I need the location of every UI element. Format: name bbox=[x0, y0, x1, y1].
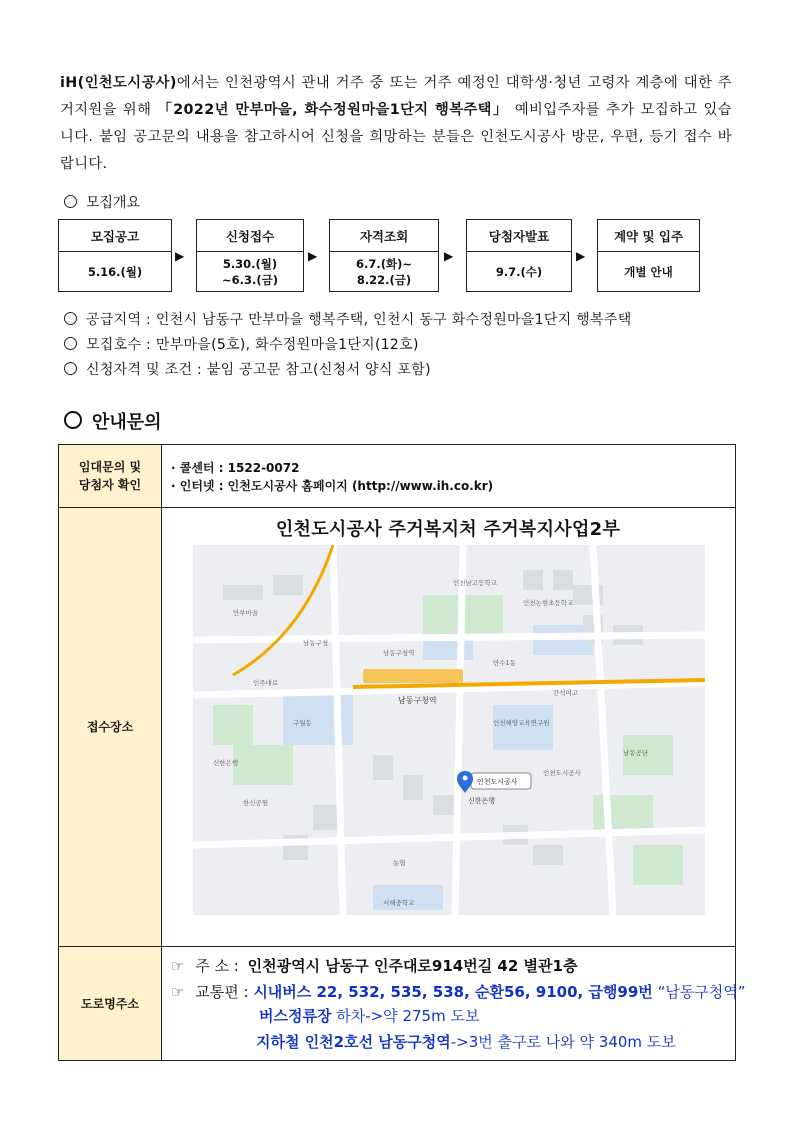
map-place-label: 남동공단 bbox=[623, 749, 649, 757]
bus-stop-name: “남동구청역” bbox=[657, 983, 746, 1001]
bullet-item bbox=[64, 333, 632, 358]
bus-stop-bold: 버스정류장 bbox=[259, 1007, 332, 1025]
inquiry-table bbox=[58, 444, 746, 1061]
process-step-body: 개별 안내 bbox=[624, 264, 673, 279]
inquiry-heading-text: 안내문의 bbox=[92, 412, 162, 433]
transit-line bbox=[171, 981, 746, 1002]
address-value: 인천광역시 남동구 인주대로914번길 42 별관1층 bbox=[247, 957, 578, 975]
process-step bbox=[597, 219, 700, 292]
bullet-text: 신청자격 및 조건 : 붙임 공고문 참고(신청서 양식 포함) bbox=[86, 362, 431, 378]
circle-bullet-icon bbox=[64, 362, 77, 375]
process-step-body: 9.7.(수) bbox=[495, 264, 543, 279]
map-place-label: 남동구청 bbox=[303, 639, 329, 647]
location-map[interactable] bbox=[193, 545, 705, 915]
map-svg bbox=[193, 545, 705, 915]
process-step bbox=[329, 219, 439, 292]
bank-label: 신한은행 bbox=[468, 797, 496, 805]
map-place-label: 한신공원 bbox=[243, 799, 269, 807]
arrow-right-icon: ▶ bbox=[175, 249, 185, 263]
row-label-address: 도로명주소 bbox=[59, 947, 162, 1060]
circle-bullet-icon bbox=[64, 312, 77, 325]
map-place-label: 인천논현초등학교 bbox=[523, 599, 574, 607]
pin-label: 인천도시공사 bbox=[477, 778, 518, 786]
arrow-right-icon: ▶ bbox=[576, 249, 586, 263]
pointer-icon: ☞ bbox=[171, 983, 185, 1001]
bullet-item bbox=[64, 308, 632, 333]
row-label-contact: 임대문의 및 당첨자 확인 bbox=[59, 445, 162, 507]
map-title: 인천도시공사 주거복지처 주거복지사업2부 bbox=[275, 519, 621, 540]
arrow-right-icon: ▶ bbox=[308, 249, 318, 263]
process-step-head: 모집공고 bbox=[59, 220, 171, 252]
map-place-label: 간석여고 bbox=[553, 689, 579, 697]
contact-info bbox=[171, 459, 493, 495]
subway-bold: 지하철 인천2호선 남동구청역 bbox=[256, 1033, 451, 1051]
map-place-label: 구월동 bbox=[293, 719, 312, 727]
bullet-text: 공급지역 : 인천시 남동구 만부마을 행복주택, 인천시 동구 화수정원마을1단지 행복주택 bbox=[86, 312, 632, 328]
pointer-icon: ☞ bbox=[171, 957, 185, 975]
map-place-label: 남동구청역 bbox=[383, 649, 415, 657]
process-step-head: 자격조회 bbox=[330, 220, 438, 252]
arrow-right-icon: ▶ bbox=[444, 249, 454, 263]
subway-line bbox=[256, 1031, 676, 1052]
overview-label bbox=[64, 192, 140, 212]
bullet-text: 모집호수 : 만부마을(5호), 화수정원마을1단지(12호) bbox=[86, 337, 419, 353]
circle-bullet-icon bbox=[64, 411, 82, 429]
process-step-body: 5.30.(월) ~6.3.(금) bbox=[222, 256, 278, 287]
address-line bbox=[171, 955, 577, 976]
inquiry-heading bbox=[64, 408, 162, 434]
process-step bbox=[58, 219, 172, 292]
call-center-text: · 콜센터 : 1522-0072 bbox=[171, 461, 300, 475]
process-step-head: 계약 및 입주 bbox=[598, 220, 699, 252]
process-table bbox=[58, 219, 700, 292]
map-place-label: 인천남고등학교 bbox=[453, 579, 497, 587]
circle-bullet-icon bbox=[64, 337, 77, 350]
map-place-label: 인주대로 bbox=[253, 679, 279, 687]
process-step-body: 6.7.(화)~ 8.22.(금) bbox=[356, 256, 412, 287]
bus-routes: 시내버스 22, 532, 535, 538, 순환56, 9100, 급행99번 bbox=[253, 983, 653, 1001]
bus-stop-walk: 하차->약 275m 도보 bbox=[331, 1007, 480, 1025]
intro-text-2: 예비입주자를 추가 모집하고 있습니다. 붙임 공고문의 내용을 참고하시어 신청을 희망하는 분들은 인천도시공사 방문, 우편, 등기 접수 바랍니다. bbox=[60, 102, 732, 172]
overview-text: 모집개요 bbox=[86, 195, 141, 211]
map-place-label: 만부마을 bbox=[233, 609, 259, 617]
map-place-label: 서해중학교 bbox=[383, 899, 415, 907]
process-step-head: 당첨자발표 bbox=[467, 220, 571, 252]
map-place-label: 인천도시공사 bbox=[543, 769, 581, 777]
subway-walk: ->3번 출구로 나와 약 340m 도보 bbox=[450, 1033, 676, 1051]
intro-paragraph bbox=[60, 70, 732, 178]
process-step bbox=[196, 219, 304, 292]
circle-bullet-icon bbox=[64, 195, 77, 208]
map-place-label: 신한은행 bbox=[213, 759, 239, 767]
map-place-label: 인천해양교육연구원 bbox=[493, 719, 550, 727]
intro-highlight: 「2022년 만부마을, 화수정원마을1단지 행복주택」 bbox=[157, 102, 509, 118]
address-label: 주 소 : bbox=[195, 957, 239, 975]
internet-text: · 인터넷 : 인천도시공사 홈페이지 (http://www.ih.co.kr) bbox=[171, 479, 494, 493]
org-name: iH(인천도시공사) bbox=[60, 75, 177, 91]
map-place-label: 만수1동 bbox=[493, 659, 516, 667]
map-place-label: 농협 bbox=[393, 859, 406, 867]
process-step-body: 5.16.(월) bbox=[87, 264, 143, 279]
transit-label: 교통편 : bbox=[195, 983, 249, 1001]
process-step bbox=[466, 219, 572, 292]
supply-bullets bbox=[64, 308, 632, 383]
bullet-item bbox=[64, 358, 632, 383]
bus-stop-line bbox=[259, 1005, 479, 1026]
process-step-head: 신청접수 bbox=[197, 220, 303, 252]
station-label: 남동구청역 bbox=[398, 696, 437, 705]
intro-text-1: 에서는 인천광역시 관내 거주 중 또는 거주 예정인 대학생·청년 고령자 계층에 대한 주거지원을 위해 bbox=[60, 75, 732, 118]
row-label-location: 접수장소 bbox=[59, 508, 162, 946]
